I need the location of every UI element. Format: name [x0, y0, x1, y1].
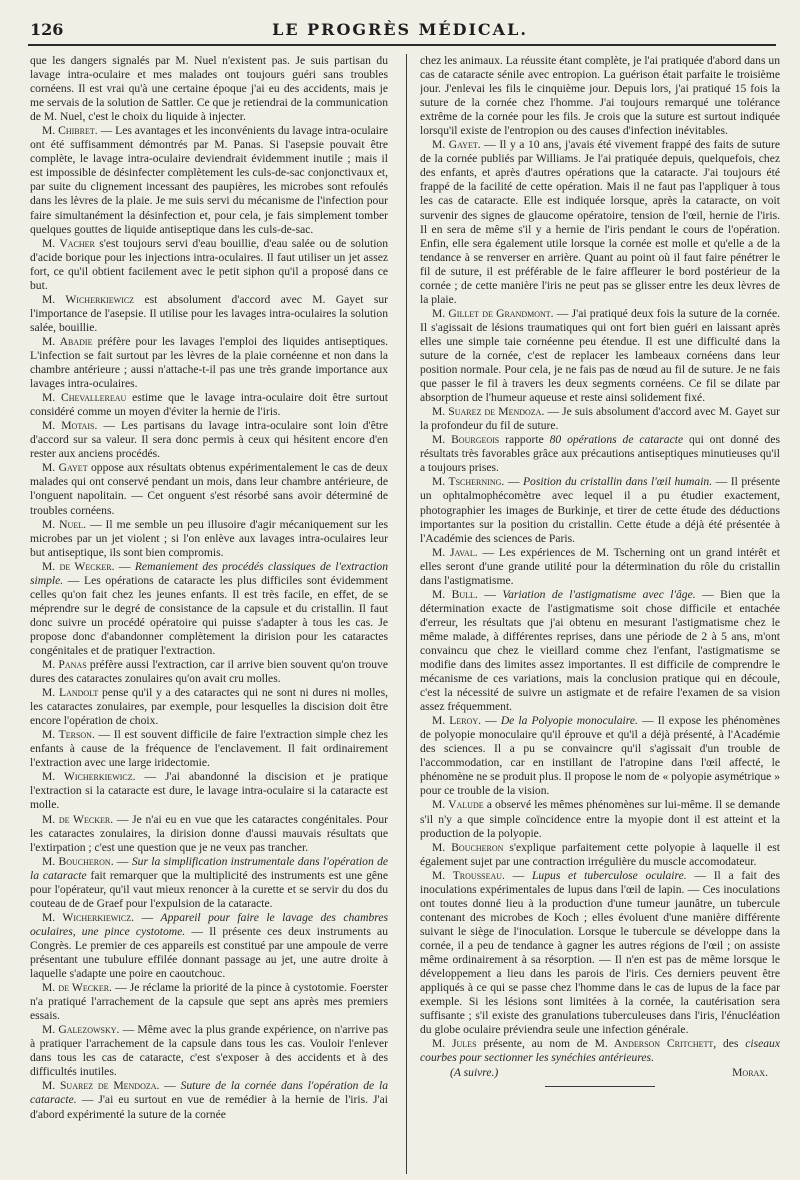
- communication-title: De la Polyopie monoculaire.: [500, 714, 638, 728]
- paragraph: M. Tscherning. — Position du cristallin dans l'œil humain. — Il présente un ophtalmophécomètre avec lequel il a pu étudier exactement, photographier les images de Burkinje, et tirer de cette étude des déductions importantes sur la position du cristallin. Cette étude a déjà été présentée à l'Académie des sciences de Paris.: [420, 475, 780, 545]
- page-number: 126: [30, 20, 64, 39]
- paragraph-text: — Il présente un ophtalmophécomètre avec lequel il a pu étudier exactement, photographier les images de Burkinje, et tirer de cette étude des déductions importantes sur la position du cristallin. Cette étude a déjà été présentée à l'Académie des sciences de Paris.: [420, 475, 780, 545]
- speaker-name: M. Leroy.: [432, 714, 482, 728]
- speaker-name: M. de Wecker.: [42, 559, 115, 573]
- paragraph: [420, 307, 780, 405]
- speaker-name: M. Boucheron.: [42, 854, 114, 868]
- paragraph: [30, 770, 388, 812]
- speaker-name: M. Wicherkiewicz.: [42, 910, 135, 924]
- paragraph: [30, 686, 388, 728]
- speaker-name: M. Gayet: [42, 461, 88, 475]
- to-be-continued-note: (A suivre.): [450, 1066, 499, 1080]
- paragraph-text: chez les animaux. La réussite étant complète, je l'ai pratiquée d'abord dans un cas de cataracte sénile avec entropion. La guérison était parfaite le troisième jour. J'enlevai les fils le cinquième jour. Depuis lors, j'ai pratiqué 15 fois la suture de la cornée chez l'homme. J'ai toujours remarqué une tolérance extrême de la cornée pour les fils. Je crois que la suture est surtout indiquée lorsqu'il existe de l'entropion ou des causes d'infection inévitables.: [420, 54, 780, 138]
- speaker-name: M. Anderson Critchett: [594, 1037, 714, 1051]
- paragraph: [420, 841, 780, 869]
- paragraph-text: — Il expose les phénomènes de polyopie monoculaire qu'il éprouve et qu'il a déjà présenté, à l'Académie des sciences. Il a pu se convaincre qu'il s'agissait d'un trouble de l'accommodation, car en instillant de l'atropine dans l'œil affecté, le phénomène ne se produit plus. Il propose le nom de « polyopie asymétrique » pour ce trouble de la vision.: [420, 714, 780, 798]
- paragraph: [30, 391, 388, 419]
- paragraph: [30, 518, 388, 560]
- paragraph: [30, 981, 388, 1023]
- paragraph-text: — Les avantages et les inconvénients du lavage intra-oculaire ont été suffisamment démontrés par M. Panas. Si l'asepsie pouvait être complète, le lavage intra-oculaire deviendrait évidemment inutile ; mais il est impossible de désinfecter complètement les culs-de-sac conjonctivaux et, par suite du clignement incessant des paupières, les microbes sont refoulés dans les lèvres de la plaie. Je me suis servi du mécanisme de l'infection pour faire simultanément la désinfection et, pour cela, je fais simplement tomber quelques gouttes de liquide antiseptique dans les culs-de-sac.: [30, 124, 388, 236]
- speaker-name: M. Landolt: [42, 686, 99, 700]
- communication-title: 80 opérations de cataracte: [549, 433, 684, 447]
- paragraph-text: — Même avec la plus grande expérience, on n'arrive pas à pratiquer l'arrachement de la capsule dans tous les cas. Vouloir l'enlever dans tous les cas de cataracte, c'est s'exposer à des accidents et à des difficultés inutiles.: [30, 1023, 388, 1079]
- paragraph: [30, 419, 388, 461]
- paragraph-text: — J'ai eu surtout en vue de remédier à la hernie de l'iris. J'ai d'abord expérimenté la suture de la cornée: [30, 1093, 388, 1121]
- communication-title: Variation de l'astigmatisme avec l'âge.: [502, 587, 696, 601]
- paragraph-text: — Les opérations de cataracte les plus difficiles sont évidemment celles qu'on fait chez les jeunes enfants. Il est très facile, en effet, de se méprendre sur le degré de consistance de la capsule et du cristallin. Il faut donc suivre un procédé opératoire qui puisse s'adapter à tous les cas. Je propose donc d'abandonner complètement la dirision pour les cataractes congénitales et de pratiquer l'extraction.: [30, 573, 388, 657]
- paragraph-text: qui ont donné des résultats très favorables grâce aux précautions antiseptiques minutieuses qu'il a toujours prises.: [420, 433, 780, 475]
- paragraph-text: — Les expériences de M. Tscherning ont un grand intérêt et elles seront d'une grande utilité pour la détermination du rôle du cristallin dans l'astigmatisme.: [420, 545, 780, 587]
- paragraph: [30, 293, 388, 335]
- paragraph-text: fait remarquer que la multiplicité des instruments est une gêne pour l'opérateur, qu'il vaut mieux renoncer à la curette et se servir du dos du couteau de de Graef pour l'expulsion de la cataracte.: [30, 868, 388, 910]
- paragraph: [30, 813, 388, 855]
- paragraph: [420, 1037, 780, 1065]
- paragraph: [30, 335, 388, 391]
- communication-title: Appareil pour faire le lavage des chambres oculaires, une pince cystotome.: [30, 910, 388, 938]
- paragraph: M. Boucheron. — Sur la simplification instrumentale dans l'opération de la cataracte fait remarquer que la multiplicité des instruments est une gêne pour l'opérateur, qu'il vaut mieux renoncer à la curette et se servir du dos du couteau de de Graef pour l'expulsion de la cataracte.: [30, 854, 388, 910]
- paragraph-text: oppose aux résultats obtenus expérimentalement le cas de deux malades qui ont conservé pendant un mois, dans leur chambre antérieure, de l'onguent napolitain. — Cet onguent s'est résorbé sans avoir déterminé de troubles cornéens.: [30, 461, 388, 517]
- paragraph: [30, 124, 388, 236]
- paragraph-text: — Il a fait des inoculations expérimentales de lupus dans l'œil de lapin. — Ces inoculations ont toutes donné lieu à la production d'une tumeur jaunâtre, un tubercule contenant des microbes de Koch ; elles évoluent d'une manière différente suivant le siège de l'inoculation. Lorsque le tubercule se développe dans la cornée, il a peu de tendance à gagner les autres régions de l'œil ; on assiste même ordinairement à sa résorption. — Il n'en est pas de même lorsque le développement a lieu dans les parois de l'iris. Ces derniers peuvent être appliqués à ce qui se passe chez l'homme dans le cas de lupus de la face par exemple. Si les lésions sont limitées à la cornée, la cautérisation sera suffisante ; s'il existe des granulations tuberculeuses dans l'iris, l'énucléation du globe oculaire préviendra seule une infection générale.: [420, 868, 780, 1037]
- paragraph-text: s'est toujours servi d'eau bouillie, d'eau salée ou de solution d'acide borique pour les injections intra-oculaires. Il faut utiliser un jet assez fort, ce qu'il obtient facilement avec le petit siphon qu'il a proposé dans ce but.: [30, 236, 388, 292]
- paragraph-text: — Il présente ces deux instruments au Congrès. Le premier de ces appareils est constitué par une ampoule de verre présentant une tubulure effilée donnant passage au jet, une autre droite à laquelle s'adapte une poire en caoutchouc.: [30, 924, 388, 981]
- paragraph-text: s'explique parfaitement cette polyopie à laquelle il est également sujet par une contraction irrégulière du muscle accomodateur.: [420, 840, 780, 868]
- speaker-name: M. Wicherkiewicz.: [42, 770, 136, 784]
- end-rule: [545, 1086, 655, 1087]
- paragraph: [30, 237, 388, 293]
- paragraph-text: préfère aussi l'extraction, car il arrive bien souvent qu'on trouve dures des cataractes zonulaires qu'on avait cru molles.: [30, 658, 388, 686]
- paragraph: [420, 798, 780, 840]
- paragraph-text: — Bien que la détermination exacte de l'astigmatisme soit chose difficile et entachée d'erreur, les résultats que j'ai obtenu en mesurant l'astigmatisme chez le même malade, à différentes reprises, dans une période de 2 à 5 ans, m'ont convaincu que chez le vieillard comme chez l'enfant, l'astigmatisme se modifie dans des limites assez importantes. Il est difficile de comprendre le mécanisme de ces variations, mais la conclusion pratique qui en découle, c'est la nécessité de suivre un astigmate et de refaire l'examen de sa vision assez fréquemment.: [420, 587, 780, 714]
- communication-title: Sur la simplification instrumentale dans l'opération de la cataracte: [30, 854, 388, 882]
- speaker-name: M. Gayet.: [432, 138, 481, 152]
- speaker-name: M. Abadie: [42, 334, 93, 348]
- paragraph-text: préfère pour les lavages l'emploi des liquides antiseptiques. L'infection se fait surtout par les lèvres de la plaie cornéenne et non dans la chambre antérieure ; aussi n'attache-t-il pas une très grande importance aux lavages intra-oculaires.: [30, 334, 388, 391]
- paragraph-text: — Je réclame la priorité de la pince à cystotomie. Foerster n'a pratiqué l'arrachement de la capsule que sept ans après mes premiers essais.: [30, 981, 388, 1023]
- paragraph: [30, 461, 388, 517]
- paragraph: [420, 405, 780, 433]
- speaker-name: M. Suarez de Mendoza.: [42, 1079, 160, 1093]
- paragraph-text: — J'ai pratiqué deux fois la suture de la cornée. Il s'agissait de lésions traumatiques qui ont fort bien guéri en laissant après elles une simple taie cornéenne peu étendue. Il est une difficulté dans la suture de la cornée, c'est de replacer les lambeaux cornéens dans leur position normale. Pour cela, je ne fais pas de nœud au fil de suture. Je ne fais que passer le fil à travers les deux segments cornéens. Ce fil se dilate par absorption de l'humeur aqueuse et reste ainsi solidement fixé.: [420, 306, 780, 405]
- paragraph-text: pense qu'il y a des cataractes qui ne sont ni dures ni molles, les cataractes zonulaires, par exemple, pour lesquelles la discision doit être encore l'opération de choix.: [30, 686, 388, 728]
- speaker-name: M. Terson.: [42, 728, 95, 742]
- paragraph: [30, 658, 388, 686]
- paragraph: [30, 54, 388, 124]
- paragraph-text: a observé les mêmes phénomènes sur lui-même. Il se demande s'il n'y a que simple coïncidence entre la myopie dont il est atteint et la production de la polyopie.: [420, 798, 780, 840]
- speaker-name: M. Suarez de Mendoza.: [432, 405, 545, 419]
- paragraph-text: présente, au nom de: [476, 1037, 595, 1051]
- paragraph: M. Wicherkiewicz. — Appareil pour faire le lavage des chambres oculaires, une pince cystotome. — Il présente ces deux instruments au Congrès. Le premier de ces appareils est constitué par une ampoule de verre présentant une tubulure effilée donnant passage au jet, une autre droite à laquelle s'adapte une poire en caoutchouc.: [30, 910, 388, 981]
- paragraph-text: , des: [713, 1037, 746, 1051]
- paragraph-text: — Il est souvent difficile de faire l'extraction simple chez les enfants à cause de la fréquence de l'enclavement. Il fait ordinairement l'extraction avec une large iridectomie.: [30, 728, 388, 770]
- paragraph-text: — Je n'ai eu en vue que les cataractes congénitales. Pour les cataractes zonulaires, la dirision donne d'aussi mauvais résultats que l'extirpation ; c'est une question que je ne veux pas trancher.: [30, 812, 388, 854]
- paragraph: [420, 546, 780, 588]
- paragraph: [420, 433, 780, 475]
- article-footer: [420, 1066, 780, 1080]
- speaker-name: M. Javal.: [432, 545, 478, 559]
- paragraph-text: — J'ai abandonné la discision et je pratique l'extraction si la cataracte est dure, le lavage intra-oculaire si la cataracte est molle.: [30, 770, 388, 812]
- communication-title: ciseaux courbes pour sectionner les synéchies antérieures.: [420, 1037, 780, 1065]
- speaker-name: M. Chibret.: [42, 124, 98, 138]
- speaker-name: M. Nuel.: [42, 517, 86, 531]
- communication-title: Suture de la cornée dans l'opération de la cataracte.: [30, 1079, 388, 1107]
- paragraph-text: rapporte: [499, 433, 550, 447]
- paragraph: M. Trousseau. — Lupus et tuberculose oculaire. — Il a fait des inoculations expérimentales de lupus dans l'œil de lapin. — Ces inoculations ont toutes donné lieu à la production d'une tumeur jaunâtre, un tubercule contenant des microbes de Koch ; elles évoluent d'une manière différente suivant le siège de l'inoculation. Lorsque le tubercule se développe dans la cornée, il a peu de tendance à gagner les autres régions de l'œil ; on assiste même ordinairement à sa résorption. — Il n'en est pas de même lorsque le développement a lieu dans les parois de l'iris. Ces derniers peuvent être appliqués à ce qui se passe chez l'homme dans le cas de lupus de la face par exemple. Si les lésions sont limitées à la cornée, la cautérisation sera suffisante ; s'il existe des granulations tuberculeuses dans l'iris, l'énucléation du globe oculaire préviendra seule une infection générale.: [420, 868, 780, 1037]
- author-signature: Morax.: [732, 1066, 768, 1080]
- paragraph: [420, 54, 780, 138]
- paragraph-text: — Les partisans du lavage intra-oculaire sont loin d'être d'accord sur sa valeur. Il sera donc permis à ceux qui hésitent encore d'en rester aux anciens procédés.: [30, 419, 388, 461]
- page-header: [0, 0, 800, 52]
- paragraph-text: est absolument d'accord avec M. Gayet sur l'importance de l'asepsie. Il utilise pour les lavages intra-oculaires la solution salée, bouillie.: [30, 292, 388, 334]
- right-column: [420, 54, 780, 1164]
- speaker-name: M. Motais.: [42, 419, 98, 433]
- speaker-name: M. Vacher: [42, 236, 95, 250]
- journal-title: LE PROGRÈS MÉDICAL.: [272, 20, 528, 39]
- speaker-name: M. Bull.: [432, 587, 478, 601]
- speaker-name: M. de Wecker.: [42, 812, 114, 826]
- paragraph-text: — Je suis absolument d'accord avec M. Gayet sur la profondeur du fil de suture.: [420, 405, 780, 433]
- speaker-name: M. Bourgeois: [432, 433, 500, 447]
- communication-title: Lupus et tuberculose oculaire.: [531, 868, 687, 882]
- paragraph: M. Leroy. — De la Polyopie monoculaire. — Il expose les phénomènes de polyopie monoculaire qu'il éprouve et qu'il a déjà présenté, à l'Académie des sciences. Il a pu se convaincre qu'il s'agissait d'un trouble de l'accommodation, car en instillant de l'atropine dans l'œil affecté, le phénomène ne se produit plus. Il propose le nom de « polyopie asymétrique » pour ce trouble de la vision.: [420, 714, 780, 798]
- speaker-name: M. Chevallereau: [42, 391, 127, 405]
- speaker-name: M. Valude: [432, 798, 484, 812]
- column-divider: [406, 54, 407, 1174]
- paragraph: M. de Wecker. — Remaniement des procédés classiques de l'extraction simple. — Les opérations de cataracte les plus difficiles sont évidemment celles qu'on fait chez les jeunes enfants. Il est très facile, en effet, de se méprendre sur le degré de consistance de la capsule et du cristallin. Il faut donc suivre un procédé opératoire qui puisse s'adapter à tous les cas. Je propose donc d'abandonner complètement la dirision pour les cataractes congénitales et de pratiquer l'extraction.: [30, 559, 388, 657]
- paragraph-text: estime que le lavage intra-oculaire doit être surtout considéré comme un moyen d'éviter la hernie de l'iris.: [30, 391, 388, 419]
- paragraph: [30, 728, 388, 770]
- speaker-name: M. Galezowsky.: [42, 1023, 120, 1037]
- left-column: [30, 54, 388, 1164]
- paragraph: M. Bull. — Variation de l'astigmatisme avec l'âge. — Bien que la détermination exacte de l'astigmatisme soit chose difficile et entachée d'erreur, les résultats que j'ai obtenu en mesurant l'astigmatisme chez le même malade, à différentes reprises, dans une période de 2 à 5 ans, m'ont convaincu que chez le vieillard comme chez l'enfant, l'astigmatisme se modifie dans des limites assez importantes. Il est difficile de comprendre le mécanisme de ces variations, mais la conclusion pratique qui en découle, c'est la nécessité de suivre un astigmate et de refaire l'examen de sa vision assez fréquemment.: [420, 587, 780, 714]
- header-rule: [28, 44, 776, 46]
- paragraph-text: que les dangers signalés par M. Nuel n'existent pas. Je suis partisan du lavage intra-oculaire et mes malades ont toujours guéri sans troubles cornéens. Il est vrai qu'à une certaine époque j'ai eu des accidents, mais je me servais de la solution de Sattler. Ce que je retiendrai de la communication de M. Nuel, c'est le choix du liquide à injecter.: [30, 54, 388, 124]
- speaker-name: M. Boucheron: [432, 840, 504, 854]
- speaker-name: M. Gillet de Grandmont.: [432, 306, 554, 320]
- paragraph-text: — Il me semble un peu illusoire d'agir mécaniquement sur les microbes par un jet violent ; si l'on enlève aux lavages intra-oculaires leur but antiseptique, ils sont bien compromis.: [30, 517, 388, 559]
- communication-title: Position du cristallin dans l'œil humain.: [522, 475, 713, 489]
- paragraph: M. Suarez de Mendoza. — Suture de la cornée dans l'opération de la cataracte. — J'ai eu surtout en vue de remédier à la hernie de l'iris. J'ai d'abord expérimenté la suture de la cornée: [30, 1079, 388, 1121]
- paragraph: [420, 138, 780, 307]
- speaker-name: M. Panas: [42, 658, 87, 672]
- speaker-name: M. Trousseau.: [432, 868, 505, 882]
- speaker-name: M. Tscherning.: [432, 475, 505, 489]
- speaker-name: M. de Wecker.: [42, 981, 112, 995]
- speaker-name: M. Wicherkiewicz: [42, 292, 135, 306]
- paragraph-text: — Il y a 10 ans, j'avais été vivement frappé des faits de suture de la cornée publiés par Williams. Je l'ai pratiquée depuis, quelquefois, chez des enfants, et après d'autres opérations que la cataracte. J'ai toujours été frappé de la facilité de cette opération. Mais il ne faut pas l'appliquer à tous les cas de cataracte. Elle est indiquée lorsque, après la cataracte, on voit survenir des signes de glaucome opératoire, tension de l'œil, hernie de l'iris. Il en sera de même s'il y a hernie de l'iris pendant le cours de l'opération. Enfin, elle sera également utile lorsque la cornée est molle et qu'elle a de la tendance à se renverser en arrière. Quant au point où il faut faire pénétrer le fil de suture, il est préférable de le faire affleurer le bord postérieur de la cornée ; de cette manière l'iris ne peut pas se glisser entre les deux lèvres de la plaie.: [420, 138, 780, 306]
- speaker-name: M. Jules: [432, 1037, 477, 1051]
- communication-title: Remaniement des procédés classiques de l'extraction simple.: [30, 559, 388, 587]
- paragraph: [30, 1023, 388, 1079]
